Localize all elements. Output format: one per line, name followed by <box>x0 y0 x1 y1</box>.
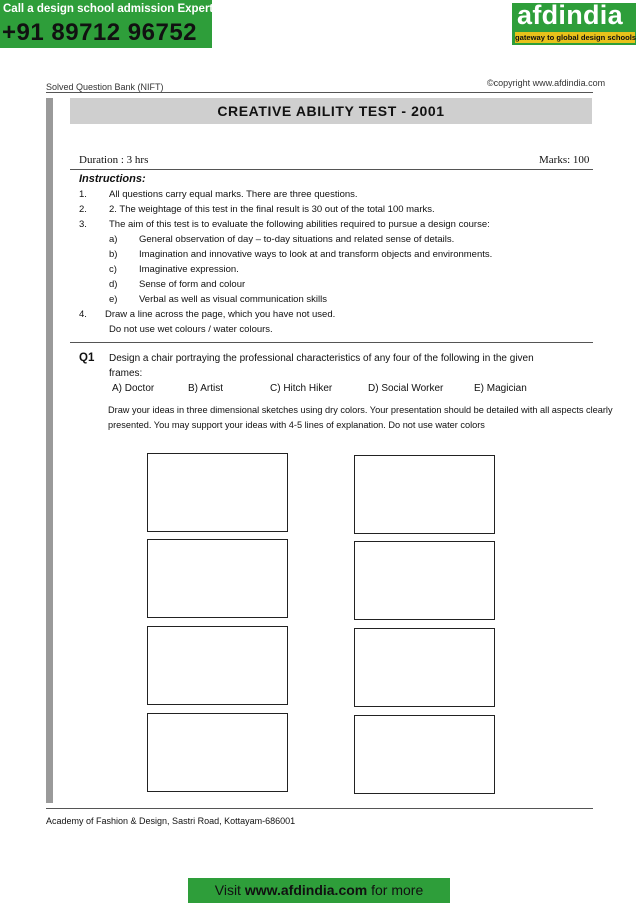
subitem-label: c) <box>109 264 117 275</box>
question-text: frames: <box>109 368 143 379</box>
phone-number[interactable]: +91 89712 96752 <box>2 19 198 46</box>
option: E) Magician <box>474 383 527 394</box>
call-text: Call a design school admission Expert on <box>3 3 231 15</box>
marks: Marks: 100 <box>539 154 590 166</box>
option: A) Doctor <box>112 383 155 394</box>
page-title: CREATIVE ABILITY TEST - 2001 <box>217 103 445 119</box>
question-text: Design a chair portraying the professional characteristics of any four of the following in the given <box>109 353 534 364</box>
left-margin-bar <box>46 98 53 803</box>
instruction-num: 3. <box>79 219 87 230</box>
duration-rule <box>70 169 593 170</box>
subitem-text: Verbal as well as visual communication skills <box>139 294 327 305</box>
instruction-text: All questions carry equal marks. There are three questions. <box>109 189 358 200</box>
footer-address: Academy of Fashion & Design, Sastri Road, Kottayam-686001 <box>46 816 296 826</box>
subitem-label: e) <box>109 294 118 305</box>
instructions-heading: Instructions: <box>79 173 146 185</box>
header-rule <box>46 92 593 93</box>
instruction-num: 2. <box>79 204 87 215</box>
duration: Duration : 3 hrs <box>79 154 149 166</box>
question-note: presented. You may support your ideas with 4-5 lines of explanation. Do not use water colors <box>108 420 485 430</box>
subitem-text: Sense of form and colour <box>139 279 246 290</box>
instruction-num: 4. <box>79 309 87 320</box>
drawing-frame[interactable] <box>147 453 288 532</box>
subitem-label: d) <box>109 279 118 290</box>
question-note: Draw your ideas in three dimensional sketches using dry colors. Your presentation should be detailed with all aspects clearly <box>108 405 613 415</box>
visit-pre: Visit <box>214 882 241 898</box>
visit-post: for more <box>371 882 424 898</box>
logo-text: afdindia <box>517 0 623 30</box>
drawing-frame[interactable] <box>354 715 495 794</box>
drawing-frame[interactable] <box>147 539 288 618</box>
visit-url[interactable]: www.afdindia.com <box>244 882 368 898</box>
drawing-frame[interactable] <box>354 541 495 620</box>
option: D) Social Worker <box>368 383 444 394</box>
subitem-text: Imagination and innovative ways to look at and transform objects and environments. <box>139 249 493 260</box>
drawing-frame[interactable] <box>147 713 288 792</box>
subitem-text: Imaginative expression. <box>139 264 239 275</box>
option: B) Artist <box>188 383 224 394</box>
instruction-text: Do not use wet colours / water colours. <box>109 324 273 335</box>
logo-tagline: gateway to global design schools <box>515 33 637 42</box>
drawing-frame[interactable] <box>147 626 288 705</box>
drawing-frame[interactable] <box>354 628 495 707</box>
footer-rule <box>46 808 593 809</box>
question-label: Q1 <box>79 352 95 364</box>
doc-subtitle: Solved Question Bank (NIFT) <box>46 82 164 92</box>
instruction-text: 2. The weightage of this test in the final result is 30 out of the total 100 marks. <box>109 204 435 215</box>
copyright: ©copyright www.afdindia.com <box>487 78 606 88</box>
option: C) Hitch Hiker <box>270 383 333 394</box>
instruction-num: 1. <box>79 189 87 200</box>
instructions-rule <box>70 342 593 343</box>
instruction-text: Draw a line across the page, which you have not used. <box>105 309 336 320</box>
subitem-text: General observation of day – to-day situations and related sense of details. <box>139 234 455 245</box>
subitem-label: b) <box>109 249 118 260</box>
instruction-text: The aim of this test is to evaluate the following abilities required to pursue a design course: <box>109 219 490 230</box>
visit-link[interactable] <box>188 878 450 903</box>
subitem-label: a) <box>109 234 118 245</box>
drawing-frame[interactable] <box>354 455 495 534</box>
